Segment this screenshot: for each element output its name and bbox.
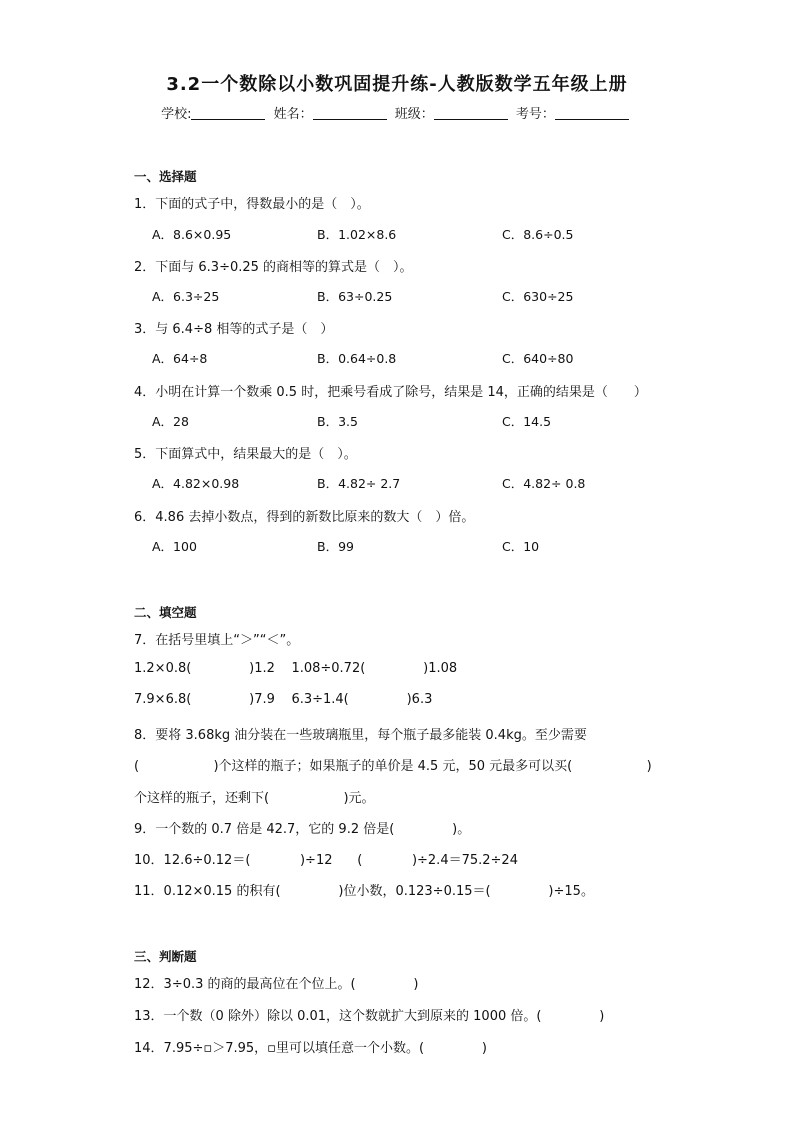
question-5-options bbox=[152, 474, 712, 492]
question-4-options bbox=[152, 412, 712, 430]
question-5: 5．下面算式中，结果最大的是（ ）。 bbox=[134, 447, 357, 462]
option-a[interactable]: A．8.6×0.95 bbox=[152, 227, 232, 242]
section-judge-heading: 三、判断题 bbox=[134, 949, 197, 964]
question-7-line-2[interactable]: 7.9×6.8( )7.9 6.3÷1.4( )6.3 bbox=[134, 692, 433, 707]
question-4: 4．小明在计算一个数乘 0.5 时，把乘号看成了除号，结果是 14，正确的结果是（ ） bbox=[134, 385, 647, 400]
class-blank[interactable] bbox=[434, 107, 508, 120]
name-label: 姓名： bbox=[273, 107, 313, 122]
question-2-options bbox=[152, 287, 712, 305]
option-b[interactable]: B．4.82÷ 2.7 bbox=[317, 476, 401, 491]
option-b[interactable]: B．0.64÷0.8 bbox=[317, 351, 397, 366]
class-label: 班级： bbox=[394, 107, 434, 122]
option-c[interactable]: C．4.82÷ 0.8 bbox=[502, 476, 586, 491]
option-b[interactable]: B．99 bbox=[317, 539, 354, 554]
question-1: 1．下面的式子中，得数最小的是（ ）。 bbox=[134, 197, 370, 212]
option-b[interactable]: B．3.5 bbox=[317, 414, 358, 429]
option-a[interactable]: A．64÷8 bbox=[152, 351, 208, 366]
option-b[interactable]: B．1.02×8.6 bbox=[317, 227, 397, 242]
question-8-line-2[interactable]: ( )个这样的瓶子；如果瓶子的单价是 4.5 元，50 元最多可以买( ) bbox=[134, 759, 652, 774]
question-7: 7．在括号里填上“＞”“＜”。 bbox=[134, 633, 300, 648]
question-1-options bbox=[152, 225, 712, 243]
question-14[interactable]: 14．7.95÷▫＞7.95，▫里可以填任意一个小数。( ) bbox=[134, 1041, 487, 1056]
option-c[interactable]: C．8.6÷0.5 bbox=[502, 227, 574, 242]
student-info-line bbox=[0, 103, 794, 122]
question-8-line-1: 8．要将 3.68kg 油分装在一些玻璃瓶里，每个瓶子最多能装 0.4kg。至少需要 bbox=[134, 728, 587, 743]
school-label: 学校: bbox=[161, 107, 192, 122]
option-a[interactable]: A．6.3÷25 bbox=[152, 289, 220, 304]
name-blank[interactable] bbox=[313, 107, 387, 120]
option-a[interactable]: A．4.82×0.98 bbox=[152, 476, 240, 491]
section-fill-heading: 二、填空题 bbox=[134, 605, 197, 620]
question-9[interactable]: 9．一个数的 0.7 倍是 42.7，它的 9.2 倍是( )。 bbox=[134, 822, 471, 837]
question-10[interactable]: 10．12.6÷0.12＝( )÷12 ( )÷2.4＝75.2÷24 bbox=[134, 853, 518, 868]
question-2: 2．下面与 6.3÷0.25 的商相等的算式是（ ）。 bbox=[134, 260, 413, 275]
question-12[interactable]: 12．3÷0.3 的商的最高位在个位上。( ) bbox=[134, 977, 419, 992]
school-blank[interactable] bbox=[191, 107, 265, 120]
option-a[interactable]: A．100 bbox=[152, 539, 197, 554]
question-3: 3．与 6.4÷8 相等的式子是（ ） bbox=[134, 322, 334, 337]
option-b[interactable]: B．63÷0.25 bbox=[317, 289, 393, 304]
question-11[interactable]: 11．0.12×0.15 的积有( )位小数，0.123÷0.15＝( )÷15。 bbox=[134, 884, 594, 899]
option-c[interactable]: C．10 bbox=[502, 539, 540, 554]
option-c[interactable]: C．630÷25 bbox=[502, 289, 574, 304]
option-c[interactable]: C．640÷80 bbox=[502, 351, 574, 366]
page-title: 3.2一个数除以小数巩固提升练-人教版数学五年级上册 bbox=[166, 74, 628, 95]
section-choice-heading: 一、选择题 bbox=[134, 169, 197, 184]
option-a[interactable]: A．28 bbox=[152, 414, 189, 429]
question-3-options bbox=[152, 349, 712, 367]
question-6-options bbox=[152, 537, 712, 555]
question-13[interactable]: 13．一个数（0 除外）除以 0.01，这个数就扩大到原来的 1000 倍。( ) bbox=[134, 1009, 605, 1024]
question-6: 6．4.86 去掉小数点，得到的新数比原来的数大（ ）倍。 bbox=[134, 510, 475, 525]
number-label: 考号： bbox=[515, 107, 555, 122]
question-7-line-1[interactable]: 1.2×0.8( )1.2 1.08÷0.72( )1.08 bbox=[134, 661, 458, 676]
option-c[interactable]: C．14.5 bbox=[502, 414, 552, 429]
question-8-line-3[interactable]: 个这样的瓶子，还剩下( )元。 bbox=[134, 791, 375, 806]
number-blank[interactable] bbox=[555, 107, 629, 120]
